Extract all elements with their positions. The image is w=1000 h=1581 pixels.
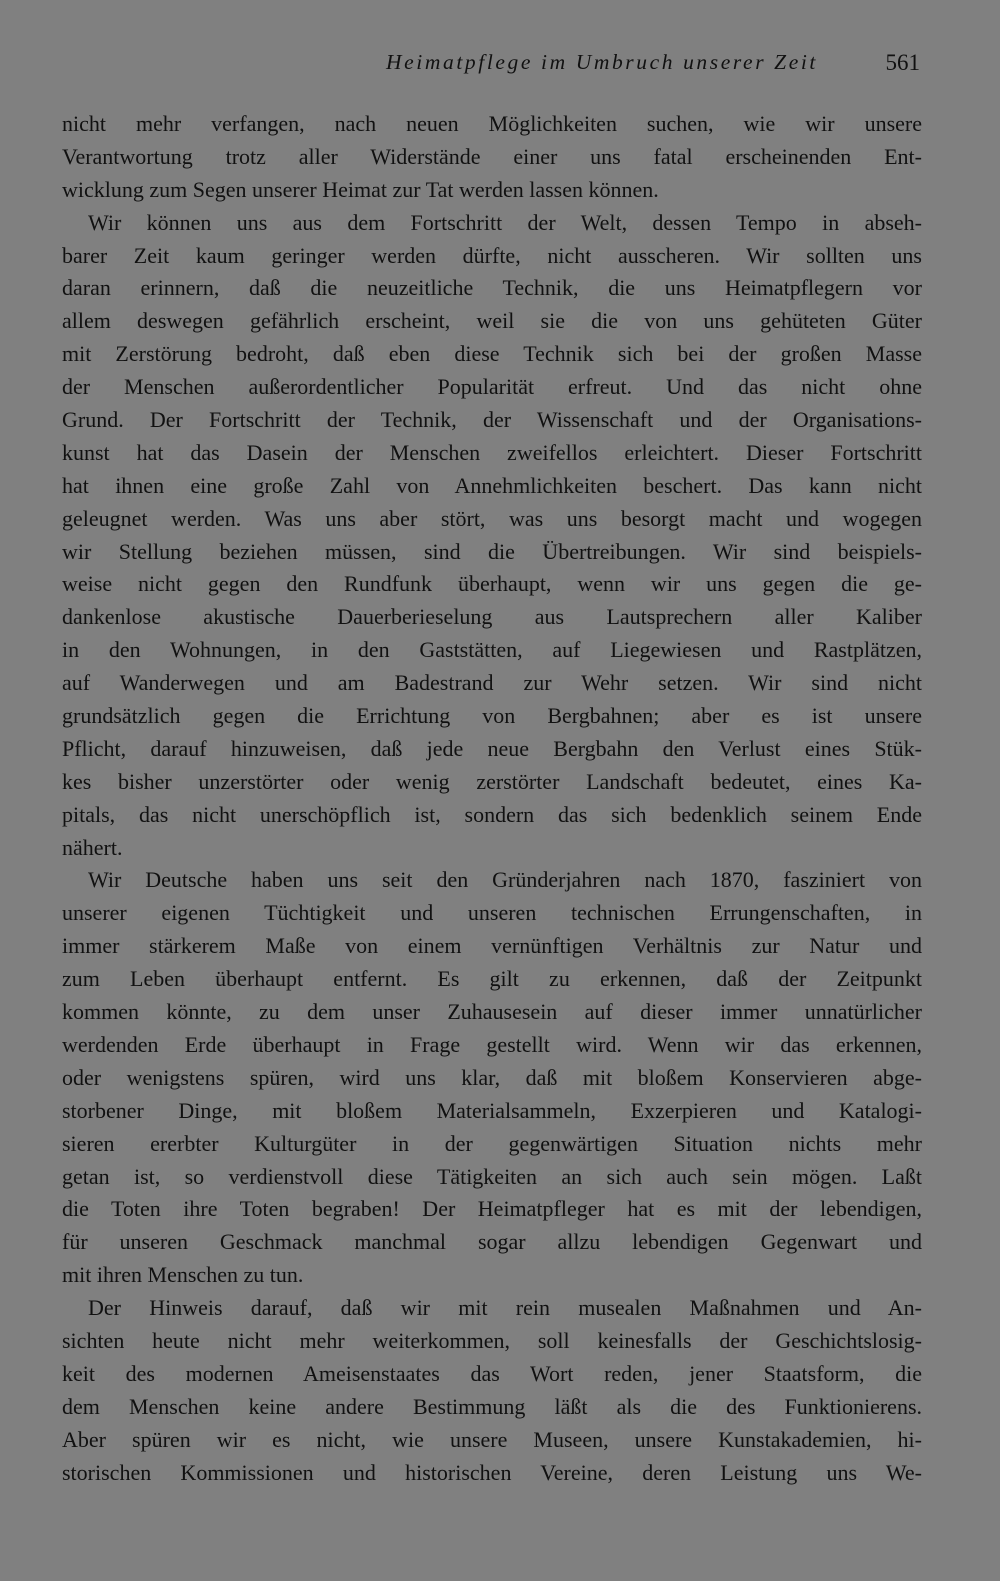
text-line: oder wenigstens spüren, wird uns klar, daß mit bloßem Konservieren abge- bbox=[62, 1064, 922, 1090]
text-line: dem Menschen keine andere Bestimmung läßt als die des Funktionierens. bbox=[62, 1393, 922, 1419]
text-line: Aber spüren wir es nicht, wie unsere Museen, unsere Kunstakademien, hi- bbox=[62, 1426, 922, 1452]
text-line: für unseren Geschmack manchmal sogar allzu lebendigen Gegenwart und bbox=[62, 1229, 922, 1255]
text-line: Wir können uns aus dem Fortschritt der Welt, dessen Tempo in abseh- bbox=[88, 209, 922, 235]
text-line: kommen könnte, zu dem unser Zuhausesein auf dieser immer unnatürlicher bbox=[62, 999, 922, 1025]
text-line: storischen Kommissionen und historischen Vereine, deren Leistung uns We- bbox=[62, 1459, 922, 1485]
text-line: nicht mehr verfangen, nach neuen Möglichkeiten suchen, wie wir unsere bbox=[62, 111, 922, 136]
text-line: Verantwortung trotz aller Widerstände einer uns fatal erscheinenden Ent- bbox=[62, 143, 922, 169]
running-head bbox=[60, 50, 920, 84]
text-line: geleugnet werden. Was uns aber stört, was uns besorgt macht und wogegen bbox=[62, 505, 922, 531]
text-line: Der Hinweis darauf, daß wir mit rein musealen Maßnahmen und An- bbox=[88, 1295, 922, 1321]
body-text bbox=[62, 108, 922, 1489]
text-line: mit Zerstörung bedroht, daß eben diese Technik sich bei der großen Masse bbox=[62, 341, 922, 367]
text-line: weise nicht gegen den Rundfunk überhaupt, wenn wir uns gegen die ge- bbox=[62, 571, 922, 597]
text-line: kunst hat das Dasein der Menschen zweifellos erleichtert. Dieser Fortschritt bbox=[62, 439, 922, 465]
text-line: Pflicht, darauf hinzuweisen, daß jede neue Bergbahn den Verlust eines Stük- bbox=[62, 735, 922, 761]
text-line: hat ihnen eine große Zahl von Annehmlichkeiten beschert. Das kann nicht bbox=[62, 472, 922, 498]
text-line: keit des modernen Ameisenstaates das Wort reden, jener Staatsform, die bbox=[62, 1360, 922, 1386]
running-title: Heimatpflege im Umbruch unserer Zeit bbox=[386, 50, 818, 74]
text-line: zum Leben überhaupt entfernt. Es gilt zu erkennen, daß der Zeitpunkt bbox=[62, 966, 922, 992]
text-line: Grund. Der Fortschritt der Technik, der Wissenschaft und der Organisations- bbox=[62, 407, 922, 433]
text-line: storbener Dinge, mit bloßem Materialsammeln, Exzerpieren und Katalogi- bbox=[62, 1097, 922, 1123]
text-line: werdenden Erde überhaupt in Frage gestellt wird. Wenn wir das erkennen, bbox=[62, 1031, 922, 1057]
text-line: kes bisher unzerstörter oder wenig zerstörter Landschaft bedeutet, eines Ka- bbox=[62, 768, 922, 794]
text-line: grundsätzlich gegen die Errichtung von Bergbahnen; aber es ist unsere bbox=[62, 703, 922, 729]
text-line: die Toten ihre Toten begraben! Der Heimatpfleger hat es mit der lebendigen, bbox=[62, 1196, 922, 1222]
text-line: sieren ererbter Kulturgüter in der gegenwärtigen Situation nichts mehr bbox=[62, 1130, 922, 1156]
text-line: Wir Deutsche haben uns seit den Gründerjahren nach 1870, fasziniert von bbox=[88, 867, 922, 893]
text-line: barer Zeit kaum geringer werden dürfte, nicht ausscheren. Wir sollten uns bbox=[62, 242, 922, 268]
text-line: allem deswegen gefährlich erscheint, weil sie die von uns gehüteten Güter bbox=[62, 308, 922, 334]
page-number: 561 bbox=[885, 50, 920, 75]
text-line: wicklung zum Segen unserer Heimat zur Tat werden lassen können. bbox=[62, 176, 659, 202]
text-line: wir Stellung beziehen müssen, sind die Übertreibungen. Wir sind beispiels- bbox=[62, 538, 922, 564]
text-line: immer stärkerem Maße von einem vernünftigen Verhältnis zur Natur und bbox=[62, 933, 922, 959]
text-line: mit ihren Menschen zu tun. bbox=[62, 1262, 304, 1288]
text-line: unserer eigenen Tüchtigkeit und unseren technischen Errungenschaften, in bbox=[62, 900, 922, 926]
text-line: pitals, das nicht unerschöpflich ist, sondern das sich bedenklich seinem Ende bbox=[62, 801, 922, 827]
text-line: auf Wanderwegen und am Badestrand zur Wehr setzen. Wir sind nicht bbox=[62, 670, 922, 696]
text-line: der Menschen außerordentlicher Popularität erfreut. Und das nicht ohne bbox=[62, 374, 922, 400]
text-line: sichten heute nicht mehr weiterkommen, soll keinesfalls der Geschichtslosig- bbox=[62, 1327, 922, 1353]
text-line: in den Wohnungen, in den Gaststätten, auf Liegewiesen und Rastplätzen, bbox=[62, 637, 922, 663]
text-line: daran erinnern, daß die neuzeitliche Technik, die uns Heimatpflegern vor bbox=[62, 275, 922, 301]
text-line: dankenlose akustische Dauerberieselung aus Lautsprechern aller Kaliber bbox=[62, 604, 922, 630]
text-line: getan ist, so verdienstvoll diese Tätigkeiten an sich auch sein mögen. Laßt bbox=[62, 1163, 922, 1189]
text-line: nähert. bbox=[62, 834, 123, 860]
